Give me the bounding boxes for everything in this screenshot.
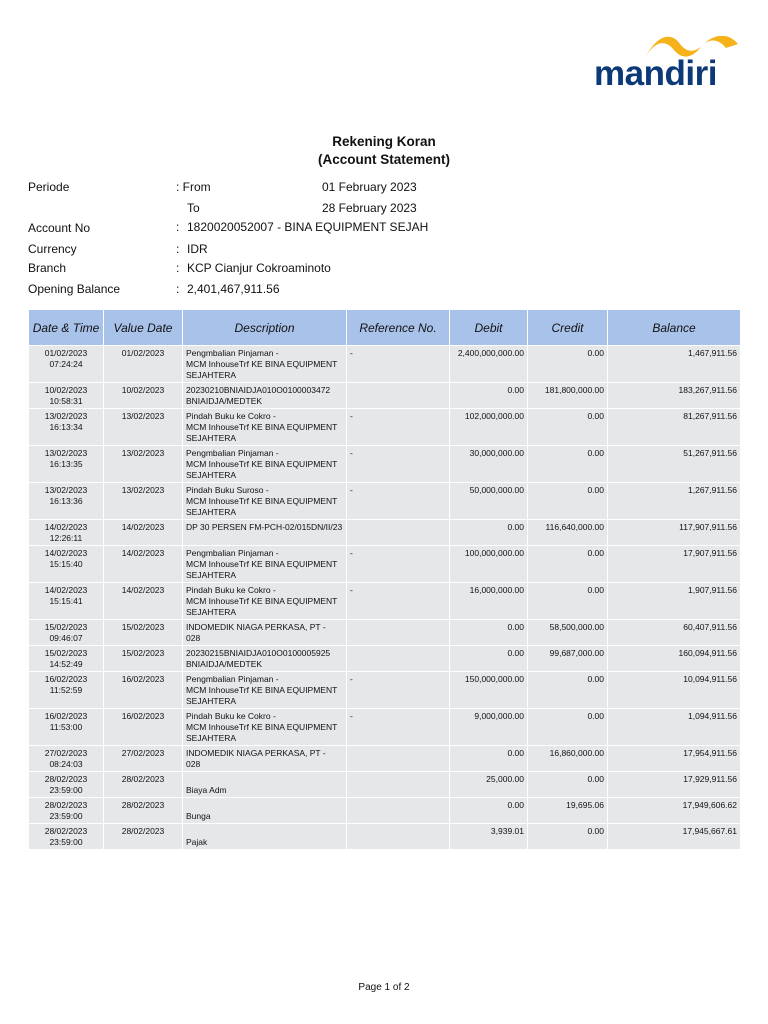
cell-balance: 60,407,911.56	[608, 619, 740, 645]
table-row	[29, 408, 740, 445]
opening-balance-value: 2,401,467,911.56	[187, 282, 280, 296]
cell-balance: 1,094,911.56	[608, 708, 740, 745]
cell-reference	[347, 771, 450, 797]
cell-date-time: 28/02/2023 23:59:00	[29, 823, 104, 849]
cell-date-time: 13/02/2023 16:13:34	[29, 408, 104, 445]
cell-balance: 117,907,911.56	[608, 519, 740, 545]
cell-date-time: 27/02/2023 08:24:03	[29, 745, 104, 771]
account-label: Account No	[28, 221, 91, 235]
transaction-table	[29, 310, 740, 849]
cell-description: Pengmbalian Pinjaman - MCM InhouseTrf KE BINA EQUIPMENT SEJAHTERA	[183, 345, 347, 382]
cell-reference	[347, 823, 450, 849]
cell-description: 20230210BNIAIDJA010O0100003472 BNIAIDJA/MEDTEK	[183, 382, 347, 408]
to-label: To	[187, 201, 200, 215]
cell-credit: 0.00	[528, 408, 608, 445]
header-date-time: Date & Time	[29, 310, 104, 345]
cell-value-date: 13/02/2023	[104, 408, 183, 445]
table-row	[29, 708, 740, 745]
cell-balance: 17,949,606.62	[608, 797, 740, 823]
cell-balance: 17,954,911.56	[608, 745, 740, 771]
cell-debit: 25,000.00	[450, 771, 528, 797]
cell-debit: 30,000,000.00	[450, 445, 528, 482]
cell-reference	[347, 745, 450, 771]
cell-credit: 0.00	[528, 582, 608, 619]
cell-date-time: 16/02/2023 11:53:00	[29, 708, 104, 745]
statement-subtitle: (Account Statement)	[317, 152, 450, 167]
cell-reference: -	[347, 708, 450, 745]
cell-debit: 0.00	[450, 797, 528, 823]
cell-debit: 0.00	[450, 745, 528, 771]
cell-value-date: 14/02/2023	[104, 519, 183, 545]
cell-description: Pindah Buku ke Cokro - MCM InhouseTrf KE BINA EQUIPMENT SEJAHTERA	[183, 408, 347, 445]
cell-credit: 99,687,000.00	[528, 645, 608, 671]
cell-reference: -	[347, 671, 450, 708]
cell-reference: -	[347, 345, 450, 382]
currency-colon: :	[176, 242, 180, 256]
cell-date-time: 13/02/2023 16:13:35	[29, 445, 104, 482]
cell-value-date: 28/02/2023	[104, 771, 183, 797]
periode-label: Periode	[28, 180, 70, 194]
cell-credit: 0.00	[528, 445, 608, 482]
cell-debit: 9,000,000.00	[450, 708, 528, 745]
cell-description: Pengmbalian Pinjaman - MCM InhouseTrf KE BINA EQUIPMENT SEJAHTERA	[183, 545, 347, 582]
cell-description: 20230215BNIAIDJA010O0100005925 BNIAIDJA/MEDTEK	[183, 645, 347, 671]
branch-label: Branch	[28, 261, 67, 275]
cell-description: Pajak	[183, 823, 347, 849]
cell-credit: 0.00	[528, 482, 608, 519]
cell-balance: 17,929,911.56	[608, 771, 740, 797]
cell-value-date: 14/02/2023	[104, 582, 183, 619]
cell-value-date: 28/02/2023	[104, 797, 183, 823]
header-balance: Balance	[608, 310, 740, 345]
cell-value-date: 15/02/2023	[104, 619, 183, 645]
cell-debit: 102,000,000.00	[450, 408, 528, 445]
cell-credit: 16,860,000.00	[528, 745, 608, 771]
cell-reference: -	[347, 582, 450, 619]
cell-balance: 1,467,911.56	[608, 345, 740, 382]
cell-balance: 51,267,911.56	[608, 445, 740, 482]
currency-value: IDR	[187, 242, 208, 256]
cell-date-time: 14/02/2023 12:26:11	[29, 519, 104, 545]
cell-credit: 116,640,000.00	[528, 519, 608, 545]
cell-value-date: 13/02/2023	[104, 445, 183, 482]
cell-value-date: 15/02/2023	[104, 645, 183, 671]
cell-credit: 0.00	[528, 545, 608, 582]
from-value: 01 February 2023	[322, 180, 417, 194]
cell-debit: 16,000,000.00	[450, 582, 528, 619]
cell-description: Pindah Buku ke Cokro - MCM InhouseTrf KE BINA EQUIPMENT SEJAHTERA	[183, 708, 347, 745]
cell-description: Biaya Adm	[183, 771, 347, 797]
cell-credit: 0.00	[528, 823, 608, 849]
table-row	[29, 382, 740, 408]
cell-value-date: 28/02/2023	[104, 823, 183, 849]
cell-credit: 181,800,000.00	[528, 382, 608, 408]
cell-date-time: 28/02/2023 23:59:00	[29, 771, 104, 797]
cell-value-date: 27/02/2023	[104, 745, 183, 771]
cell-reference: -	[347, 445, 450, 482]
table-row	[29, 745, 740, 771]
cell-credit: 0.00	[528, 671, 608, 708]
cell-description: Bunga	[183, 797, 347, 823]
cell-date-time: 10/02/2023 10:58:31	[29, 382, 104, 408]
cell-debit: 2,400,000,000.00	[450, 345, 528, 382]
branch-colon: :	[176, 261, 180, 275]
table-row	[29, 545, 740, 582]
cell-balance: 1,267,911.56	[608, 482, 740, 519]
cell-balance: 81,267,911.56	[608, 408, 740, 445]
table-body	[29, 345, 740, 849]
cell-value-date: 14/02/2023	[104, 545, 183, 582]
cell-reference	[347, 797, 450, 823]
cell-reference	[347, 645, 450, 671]
cell-debit: 3,939.01	[450, 823, 528, 849]
cell-value-date: 16/02/2023	[104, 708, 183, 745]
header-debit: Debit	[450, 310, 528, 345]
mandiri-wordmark: mandiri	[594, 54, 717, 93]
cell-value-date: 10/02/2023	[104, 382, 183, 408]
cell-balance: 183,267,911.56	[608, 382, 740, 408]
opening-balance-label: Opening Balance	[28, 282, 121, 296]
mandiri-logo	[592, 36, 742, 96]
branch-value: KCP Cianjur Cokroaminoto	[187, 261, 331, 275]
cell-debit: 100,000,000.00	[450, 545, 528, 582]
table-row	[29, 619, 740, 645]
cell-credit: 0.00	[528, 345, 608, 382]
cell-description: INDOMEDIK NIAGA PERKASA, PT - 028	[183, 619, 347, 645]
cell-credit: 58,500,000.00	[528, 619, 608, 645]
header-value-date: Value Date	[104, 310, 183, 345]
cell-date-time: 14/02/2023 15:15:41	[29, 582, 104, 619]
cell-date-time: 13/02/2023 16:13:36	[29, 482, 104, 519]
cell-value-date: 13/02/2023	[104, 482, 183, 519]
header-credit: Credit	[528, 310, 608, 345]
cell-date-time: 14/02/2023 15:15:40	[29, 545, 104, 582]
cell-debit: 0.00	[450, 382, 528, 408]
cell-value-date: 01/02/2023	[104, 345, 183, 382]
table-row	[29, 445, 740, 482]
cell-balance: 160,094,911.56	[608, 645, 740, 671]
header-reference-no: Reference No.	[347, 310, 450, 345]
cell-reference: -	[347, 545, 450, 582]
cell-description: INDOMEDIK NIAGA PERKASA, PT - 028	[183, 745, 347, 771]
opening-balance-colon: :	[176, 282, 180, 296]
statement-title: Rekening Koran	[332, 134, 436, 149]
table-row	[29, 482, 740, 519]
cell-reference	[347, 619, 450, 645]
cell-date-time: 16/02/2023 11:52:59	[29, 671, 104, 708]
cell-description: Pengmbalian Pinjaman - MCM InhouseTrf KE BINA EQUIPMENT SEJAHTERA	[183, 671, 347, 708]
cell-date-time: 01/02/2023 07:24:24	[29, 345, 104, 382]
page-number: Page 1 of 2	[358, 982, 410, 993]
cell-reference: -	[347, 408, 450, 445]
cell-date-time: 15/02/2023 14:52:49	[29, 645, 104, 671]
table-header-row	[29, 310, 740, 345]
table-row	[29, 519, 740, 545]
cell-description: Pindah Buku ke Cokro - MCM InhouseTrf KE BINA EQUIPMENT SEJAHTERA	[183, 582, 347, 619]
cell-date-time: 15/02/2023 09:46:07	[29, 619, 104, 645]
to-value: 28 February 2023	[322, 201, 417, 215]
cell-debit: 150,000,000.00	[450, 671, 528, 708]
cell-description: Pengmbalian Pinjaman - MCM InhouseTrf KE BINA EQUIPMENT SEJAHTERA	[183, 445, 347, 482]
cell-balance: 1,907,911.56	[608, 582, 740, 619]
cell-date-time: 28/02/2023 23:59:00	[29, 797, 104, 823]
table-row	[29, 582, 740, 619]
cell-description: DP 30 PERSEN FM-PCH-02/015DN/II/23	[183, 519, 347, 545]
table-row	[29, 645, 740, 671]
cell-reference	[347, 382, 450, 408]
cell-debit: 50,000,000.00	[450, 482, 528, 519]
cell-value-date: 16/02/2023	[104, 671, 183, 708]
cell-reference	[347, 519, 450, 545]
cell-description: Pindah Buku Suroso - MCM InhouseTrf KE BINA EQUIPMENT SEJAHTERA	[183, 482, 347, 519]
cell-balance: 17,945,667.61	[608, 823, 740, 849]
cell-credit: 0.00	[528, 771, 608, 797]
cell-debit: 0.00	[450, 519, 528, 545]
cell-debit: 0.00	[450, 645, 528, 671]
table-row	[29, 797, 740, 823]
cell-balance: 17,907,911.56	[608, 545, 740, 582]
table-row	[29, 823, 740, 849]
currency-label: Currency	[28, 242, 77, 256]
account-value: 1820020052007 - BINA EQUIPMENT SEJAH	[187, 220, 429, 234]
cell-credit: 19,695.06	[528, 797, 608, 823]
header-description: Description	[183, 310, 347, 345]
table-row	[29, 671, 740, 708]
cell-credit: 0.00	[528, 708, 608, 745]
table-row	[29, 771, 740, 797]
cell-balance: 10,094,911.56	[608, 671, 740, 708]
cell-reference: -	[347, 482, 450, 519]
cell-debit: 0.00	[450, 619, 528, 645]
account-colon: :	[176, 220, 180, 234]
table-row	[29, 345, 740, 382]
from-label: : From	[176, 180, 211, 194]
